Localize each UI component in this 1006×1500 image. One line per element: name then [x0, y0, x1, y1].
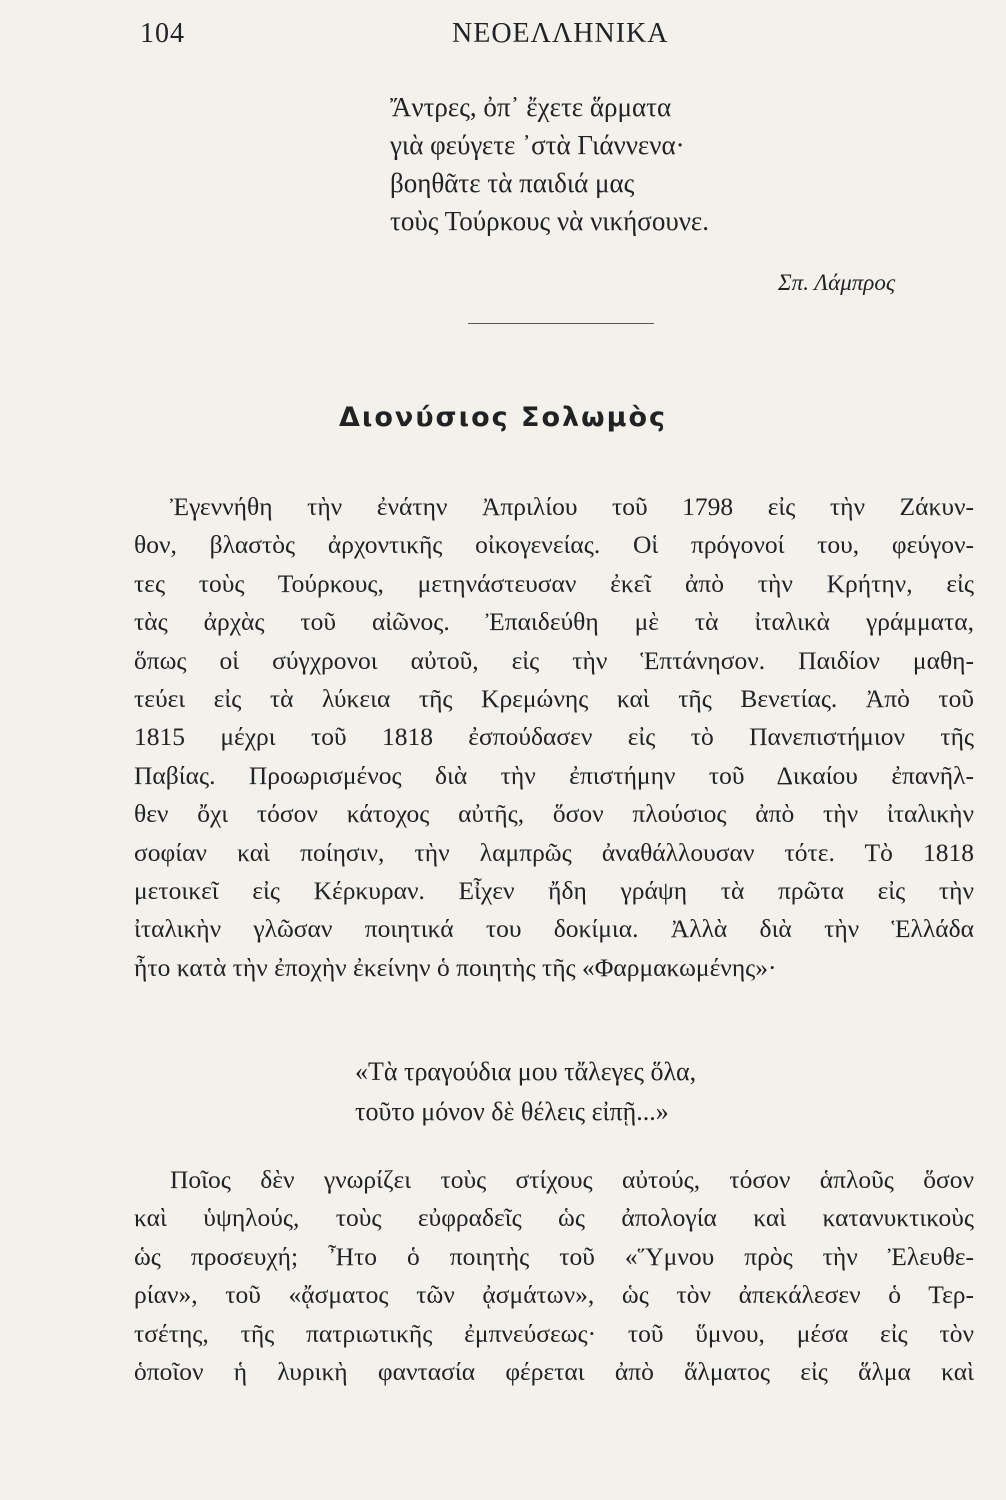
paragraph-line: Ἐγεννήθη τὴν ἐνάτην Ἀπριλίου τοῦ 1798 εἰς τὴν Ζάκυν- [170, 492, 974, 521]
paragraph-line: σοφίαν καὶ ποίησιν, τὴν λαμπρῶς ἀναθάλλουσαν τότε. Τὸ 1818 [134, 837, 974, 867]
paragraph-line: καὶ ὑψηλούς, τοὺς εὐφραδεῖς ὡς ἀπολογία καὶ κατανυκτικοὺς [134, 1203, 974, 1233]
page-number: 104 [140, 18, 185, 49]
poem-line: γιὰ φεύγετε ᾽στὰ Γιάννενα· [390, 130, 685, 160]
continuation-paragraph [134, 1161, 974, 1391]
paragraph-line: μετοικεῖ εἰς Κέρκυραν. Εἶχεν ἤδη γράψη τὰ πρῶτα εἰς τὴν [134, 875, 974, 905]
paragraph-line: τες τοὺς Τούρκους, μετηνάστευσαν ἐκεῖ ἀπὸ τὴν Κρήτην, εἰς [134, 568, 974, 598]
section-divider [468, 323, 654, 324]
paragraph-line: ὅπως οἱ σύγχρονοι αὐτοῦ, εἰς τὴν Ἑπτάνησον. Παιδίον μαθη- [134, 645, 974, 675]
poem-stanza [390, 88, 709, 240]
paragraph-line: ὡς προσευχή; Ἦτο ὁ ποιητὴς τοῦ «Ὕμνου πρὸς τὴν Ἐλευθε- [134, 1241, 974, 1271]
quote-line: τοῦτο μόνον δὲ θέλεις εἰπῇ...» [355, 1097, 669, 1126]
paragraph-line: θεν ὄχι τόσον κάτοχος αὐτῆς, ὅσον πλούσιος ἀπὸ τὴν ἰταλικὴν [134, 799, 974, 829]
paragraph-line: θον, βλαστὸς ἀρχοντικῆς οἰκογενείας. Οἱ πρόγονοί του, φεύγον- [134, 530, 974, 560]
paragraph-line: 1815 μέχρι τοῦ 1818 ἐσπούδασεν εἰς τὸ Πανεπιστήμιον τῆς [134, 722, 974, 752]
running-title: ΝΕΟΕΛΛΗΝΙΚΑ [452, 18, 669, 49]
paragraph-line: τσέτης, τῆς πατριωτικῆς ἐμπνεύσεως· τοῦ ὕμνου, μέσα εἰς τὸν [134, 1318, 974, 1348]
poem-line: βοηθᾶτε τὰ παιδιά μας [390, 168, 635, 198]
paragraph-line: τὰς ἀρχὰς τοῦ αἰῶνος. Ἐπαιδεύθη μὲ τὰ ἰταλικὰ γράμματα, [134, 607, 974, 637]
poem-line: Ἄντρες, ὀπ᾽ ἔχετε ἅρματα [390, 92, 672, 122]
poem-line: τοὺς Τούρκους νὰ νικήσουνε. [390, 206, 709, 236]
quoted-verse [355, 1052, 696, 1132]
paragraph-line: ρίαν», τοῦ «ᾄσματος τῶν ᾀσμάτων», ὡς τὸν ἀπεκάλεσεν ὁ Τερ- [134, 1280, 974, 1310]
paragraph-line: τεύει εἰς τὰ λύκεια τῆς Κρεμώνης καὶ τῆς Βενετίας. Ἀπὸ τοῦ [134, 683, 974, 713]
paragraph-line: ἰταλικὴν γλῶσαν ποιητικά του δοκίμια. Ἀλλὰ διὰ τὴν Ἑλλάδα [134, 914, 974, 944]
paragraph-line: Παβίας. Προωρισμένος διὰ τὴν ἐπιστήμην τοῦ Δικαίου ἐπανῆλ- [134, 760, 974, 790]
quote-line: «Τὰ τραγούδια μου τἄλεγες ὅλα, [355, 1057, 697, 1086]
poem-signature: Σπ. Λάμπρος [778, 270, 896, 295]
biography-paragraph [134, 488, 974, 987]
section-heading: Διονύσιος Σολωμὸς [338, 402, 668, 433]
paragraph-line: Ποῖος δὲν γνωρίζει τοὺς στίχους αὐτούς, τόσον ἁπλοῦς ὅσον [170, 1165, 974, 1194]
page-header [0, 14, 1006, 54]
paragraph-line: ἦτο κατὰ τὴν ἐποχὴν ἐκείνην ὁ ποιητὴς τῆς «Φαρμακωμένης»· [134, 952, 777, 982]
paragraph-line: ὁποῖον ἡ λυρικὴ φαντασία φέρεται ἀπὸ ἅλματος εἰς ἅλμα καὶ [134, 1356, 974, 1386]
